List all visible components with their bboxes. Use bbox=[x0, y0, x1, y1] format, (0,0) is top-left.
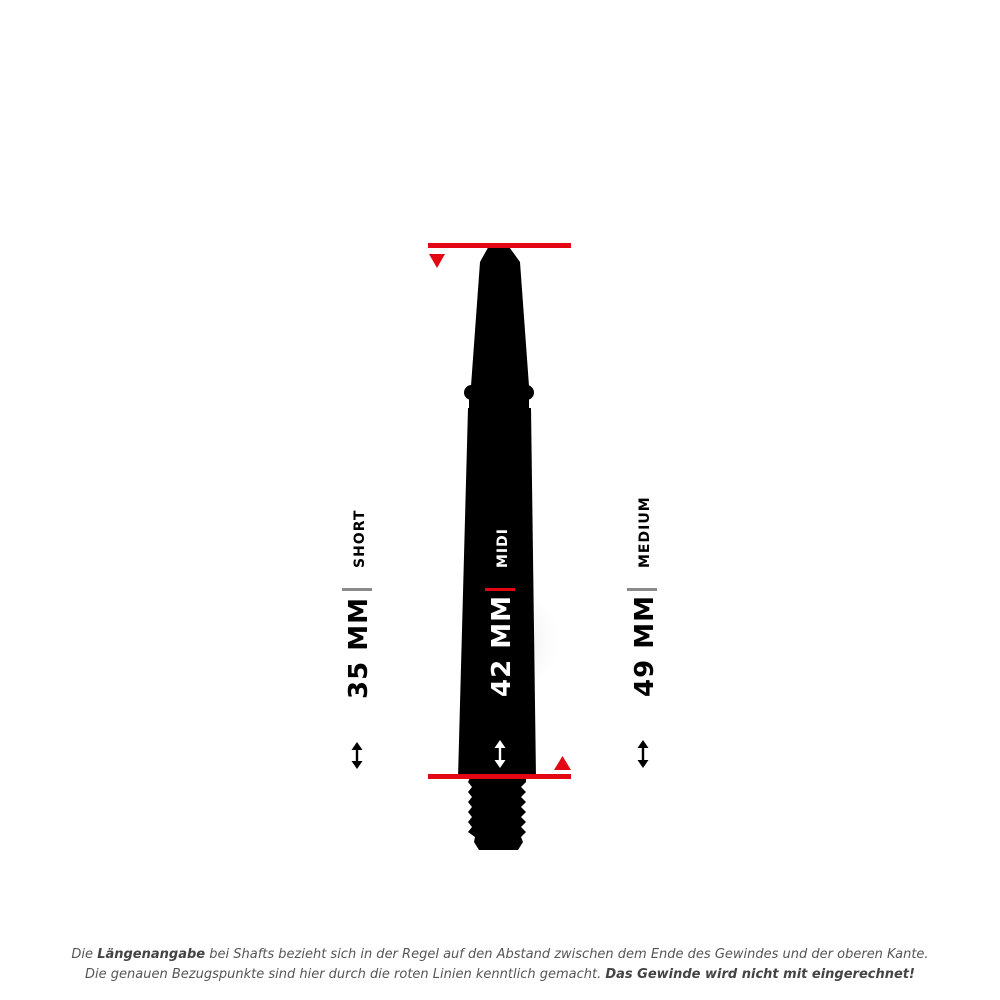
size-name-medium: MEDIUM bbox=[637, 496, 653, 568]
size-column-short bbox=[344, 510, 374, 769]
divider-short bbox=[342, 588, 372, 591]
size-length-short: 35 MM bbox=[344, 597, 374, 699]
size-length-medium: 49 MM bbox=[630, 595, 660, 697]
size-length-midi: 42 MM bbox=[487, 595, 517, 697]
double-arrow-vertical-icon bbox=[638, 740, 649, 768]
footnote bbox=[0, 945, 1000, 985]
footnote-line-2-prefix: Die genauen Bezugspunkte sind hier durch die roten Linien kenntlich gemacht. bbox=[85, 967, 606, 982]
footnote-line-1-suffix: bei Shafts bezieht sich in der Regel auf den Abstand zwischen dem Ende des Gewindes und der oberen Kante. bbox=[205, 947, 929, 962]
shaft-upper-body bbox=[471, 244, 529, 386]
divider-medium bbox=[627, 588, 657, 591]
footnote-line-2 bbox=[0, 965, 1000, 985]
footnote-line-1 bbox=[0, 945, 1000, 965]
reference-line-bottom bbox=[428, 774, 571, 779]
size-name-midi: MIDI bbox=[495, 528, 511, 568]
triangle-down-icon bbox=[429, 254, 445, 268]
shaft-ring bbox=[464, 385, 534, 400]
footnote-line-1-bold: Längenangabe bbox=[97, 947, 206, 962]
size-name-short: SHORT bbox=[352, 509, 368, 568]
size-column-medium bbox=[630, 496, 660, 768]
footnote-line-1-prefix: Die bbox=[71, 947, 98, 962]
divider-midi bbox=[485, 588, 515, 591]
reference-line-top bbox=[428, 243, 571, 248]
shaft-thread bbox=[468, 776, 526, 850]
double-arrow-vertical-icon bbox=[352, 742, 363, 769]
triangle-up-icon bbox=[554, 756, 571, 770]
shaft-lower-body bbox=[458, 408, 536, 778]
footnote-line-2-bold: Das Gewinde wird nicht mit eingerechnet! bbox=[605, 967, 915, 982]
shaft-neck bbox=[469, 398, 529, 408]
